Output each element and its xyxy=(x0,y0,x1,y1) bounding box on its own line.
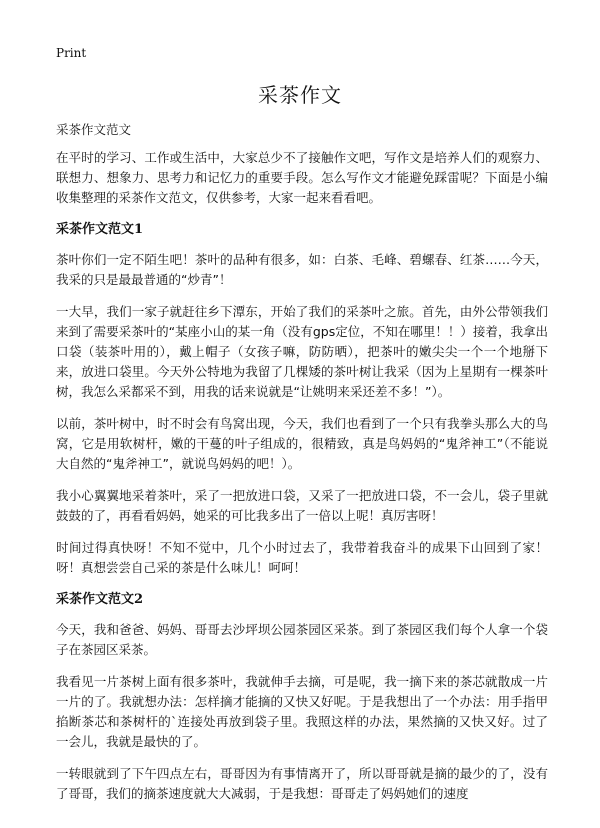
paragraph: 时间过得真快呀！不知不觉中，几个小时过去了，我带着我奋斗的成果下山回到了家！呀！真想尝尝自己采的茶是什么味儿！呵呵！ xyxy=(56,540,548,575)
paragraph: 我看见一片茶树上面有很多茶叶，我就伸手去摘，可是呢，我一摘下来的茶芯就散成一片一片的了。我就想办法：怎样摘才能摘的又快又好呢。于是我想出了一个办法：用手指甲掐断茶芯和茶树杆的`连接处再放到袋子里。我照这样的办法，果然摘的又快又好。过了一会儿，我就是最快的了。 xyxy=(56,674,548,749)
article-subtitle: 采茶作文范文 xyxy=(56,122,132,137)
paragraph: 以前，茶叶树中，时不时会有鸟窝出现，今天，我们也看到了一个只有我拳头那么大的鸟窝，它是用软树杆，嫩的干蔓的叶子组成的，很精致，真是鸟妈妈的“鬼斧神工”（不能说大自然的“鬼斧神工”，就说鸟妈妈的吧！）。 xyxy=(56,416,548,471)
article-body xyxy=(56,120,548,816)
page-title: 采茶作文 xyxy=(258,83,342,107)
intro-paragraph: 在平时的学习、工作或生活中，大家总少不了接触作文吧，写作文是培养人们的观察力、联想力、想象力、思考力和记忆力的重要手段。怎么写作文才能避免踩雷呢？下面是小编收集整理的采茶作文范文，仅供参考，大家一起来看看吧。 xyxy=(56,150,548,205)
paragraph: 一转眼就到了下午四点左右，哥哥因为有事情离开了，所以哥哥就是摘的最少的了，没有了哥哥，我们的摘茶速度就大大减弱，于是我想：哥哥走了妈妈她们的速度 xyxy=(56,766,548,801)
paragraph: 茶叶你们一定不陌生吧！茶叶的品种有很多，如：白茶、毛峰、碧螺春、红茶……今天，我采的只是最最普通的“炒青”！ xyxy=(56,252,548,287)
paragraph: 一大早，我们一家子就赶往乡下潭东，开始了我们的采茶叶之旅。首先，由外公带领我们来到了需要采茶叶的“某座小山的某一角（没有gps定位，不知在哪里！！）接着，我拿出口袋（装茶叶用的），戴上帽子（女孩子嘛，防防晒），把茶叶的嫩尖尖一个一个地掰下来，放进口袋里。今天外公特地为我留了几棵矮的茶叶树让我采（因为上星期有一棵茶叶树，我怎么采都采不到，用我的话来说就是“让姚明来采还差不多！”）。 xyxy=(56,304,548,399)
section-heading: 采茶作文范文2 xyxy=(56,592,144,607)
section-heading: 采茶作文范文1 xyxy=(56,222,144,237)
print-link[interactable]: Print xyxy=(56,46,87,60)
paragraph: 我小心翼翼地采着茶叶，采了一把放进口袋，又采了一把放进口袋，不一会儿，袋子里就鼓鼓的了，再看看妈妈，她采的可比我多出了一倍以上呢！真厉害呀！ xyxy=(56,488,548,523)
paragraph: 今天，我和爸爸、妈妈、哥哥去沙坪坝公园茶园区采茶。到了茶园区我们每个人拿一个袋子在茶园区采茶。 xyxy=(56,622,548,657)
